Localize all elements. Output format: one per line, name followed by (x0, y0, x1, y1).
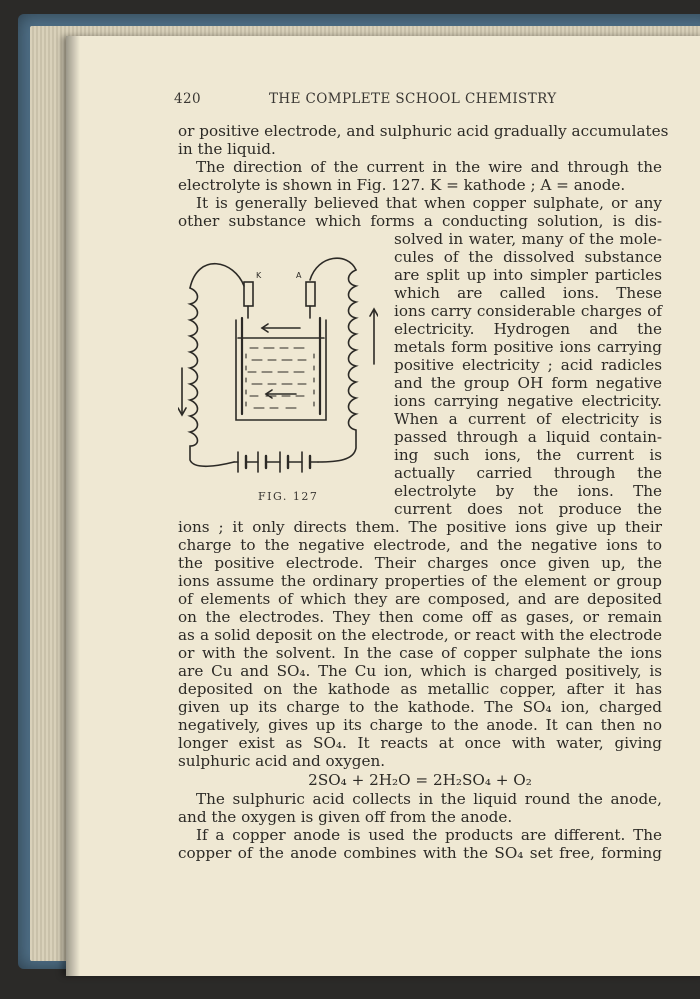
anode-holder (306, 282, 315, 306)
text-line: If a copper anode is used the products are different. The (196, 826, 662, 844)
left-coil (190, 288, 234, 466)
battery-icon (234, 452, 318, 472)
text-line: other substance which forms a conducting solution, is dis- (178, 212, 662, 230)
text-line: copper of the anode combines with the SO₄ set free, forming (178, 844, 662, 862)
text-line: electricity. Hydrogen and the (394, 320, 662, 338)
text-line: which are called ions. These (394, 284, 662, 302)
chemical-equation: 2SO₄ + 2H₂O = 2H₂SO₄ + O₂ (308, 771, 532, 789)
text-line: positive electricity ; acid radicles (394, 356, 662, 374)
text-line: passed through a liquid contain- (394, 428, 662, 446)
right-coil (318, 270, 356, 462)
text-line: When a current of electricity is (394, 410, 662, 428)
text-line: are Cu and SO₄. The Cu ion, which is charged positively, is (178, 662, 662, 680)
text-line: on the electrodes. They then come off as gases, or remain (178, 608, 662, 626)
text-line: electrolyte by the ions. The (394, 482, 662, 500)
page-number: 420 (174, 91, 201, 107)
text-line: are split up into simpler particles (394, 266, 662, 284)
text-line: longer exist as SO₄. It reacts at once with water, giving (178, 734, 662, 752)
text-line: ions assume the ordinary properties of the element or group (178, 572, 662, 590)
text-line: ing such ions, the current is (394, 446, 662, 464)
text-line: or with the solvent. In the case of copper sulphate the ions (178, 644, 662, 662)
text-line: and the oxygen is given off from the anode. (178, 808, 513, 826)
text-line: or positive electrode, and sulphuric acid gradually accumulates (178, 122, 669, 140)
text-line: current does not produce the (394, 500, 662, 518)
text-line: The sulphuric acid collects in the liquid round the anode, (196, 790, 662, 808)
kathode-label: K (256, 271, 262, 280)
text-line: ions carry considerable charges of (394, 302, 662, 320)
running-title: THE COMPLETE SCHOOL CHEMISTRY (269, 91, 557, 107)
figure-caption: FIG. 127 (258, 490, 319, 503)
text-line: solved in water, many of the mole- (394, 230, 662, 248)
text-line: and the group OH form negative (394, 374, 662, 392)
text-line: sulphuric acid and oxygen. (178, 752, 386, 770)
liquid-dashes (246, 348, 314, 408)
text-line: in the liquid. (178, 140, 276, 158)
text-line: electrolyte is shown in Fig. 127. K = kathode ; A = anode. (178, 176, 626, 194)
text-line: metals form positive ions carrying (394, 338, 662, 356)
text-line: given up its charge to the kathode. The SO₄ ion, charged (178, 698, 662, 716)
text-line: actually carried through the (394, 464, 662, 482)
text-line: of elements of which they are composed, and are deposited (178, 590, 662, 608)
text-line: charge to the negative electrode, and the negative ions to (178, 536, 662, 554)
anode-label: A (296, 271, 302, 280)
text-line: It is generally believed that when copper sulphate, or any (196, 194, 662, 212)
left-wire (190, 264, 244, 288)
text-line: the positive electrode. Their charges once given up, the (178, 554, 662, 572)
text-line: as a solid deposit on the electrode, or react with the electrode (178, 626, 662, 644)
text-line: ions ; it only directs them. The positive ions give up their (178, 518, 662, 536)
text-line: The direction of the current in the wire and through the (196, 158, 662, 176)
text-line: cules of the dissolved substance (394, 248, 662, 266)
beaker (236, 320, 326, 420)
electrolysis-figure (178, 248, 378, 498)
text-line: ions carrying negative electricity. (394, 392, 662, 410)
kathode-holder (244, 282, 253, 306)
page-gutter-shadow (66, 36, 80, 976)
text-line: negatively, gives up its charge to the anode. It can then no (178, 716, 662, 734)
page-header (108, 91, 668, 109)
text-line: deposited on the kathode as metallic copper, after it has (178, 680, 662, 698)
